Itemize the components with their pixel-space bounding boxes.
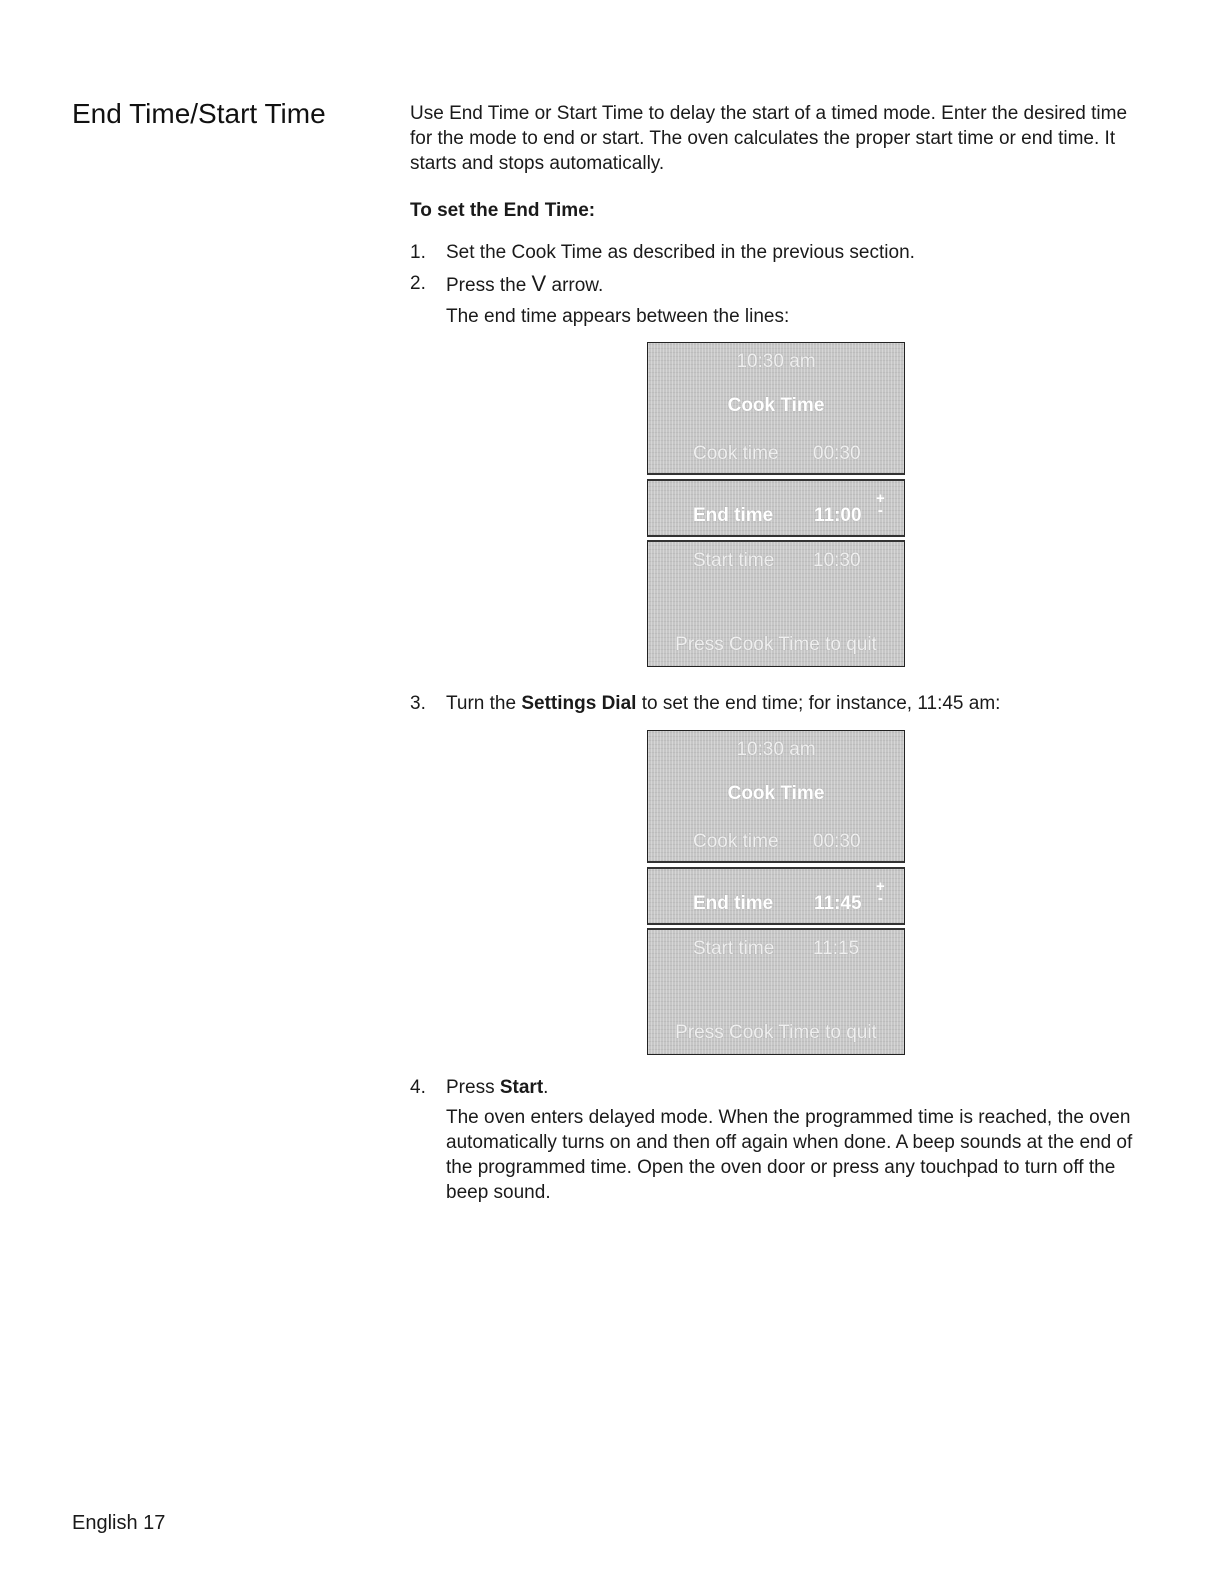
step-text-part: to set the end time; for instance, 11:45 am: xyxy=(636,693,1001,714)
start-time-value: 10:30 xyxy=(813,550,861,571)
intro-paragraph: Use End Time or Start Time to delay the start of a timed mode. Enter the desired time for the mode to end or start. The oven calculates the proper start time or end time. It starts and stops automatically. xyxy=(410,103,1128,174)
step-number: 2. xyxy=(410,273,426,294)
display-selected-row xyxy=(647,867,905,925)
plus-minus-icon xyxy=(876,878,885,907)
start-time-value: 11:15 xyxy=(813,938,860,959)
display-selected-row xyxy=(647,479,905,537)
plus-icon: + xyxy=(876,490,885,507)
minus-icon: - xyxy=(877,502,883,519)
plus-icon: + xyxy=(876,878,885,895)
start-time-label: Start time xyxy=(693,938,775,959)
plus-minus-icon xyxy=(876,490,885,519)
step-text xyxy=(446,271,1150,298)
display-bottom-panel xyxy=(647,928,905,1055)
settings-dial-term: Settings Dial xyxy=(521,693,637,714)
cook-time-label: Cook time xyxy=(693,443,779,464)
step-text xyxy=(446,691,1150,716)
step-number: 3. xyxy=(410,693,426,714)
step-text: Set the Cook Time as described in the previous section. xyxy=(446,242,915,263)
end-time-value: 11:45 xyxy=(814,893,862,914)
step-text-part: arrow. xyxy=(546,275,604,296)
display-title: Cook Time xyxy=(727,395,825,416)
quit-hint: Press Cook Time to quit xyxy=(675,1022,877,1043)
quit-hint: Press Cook Time to quit xyxy=(675,634,877,655)
step-text-part: . xyxy=(543,1077,549,1098)
end-time-value: 11:00 xyxy=(814,505,862,526)
end-time-label: End time xyxy=(693,893,774,914)
subheading: To set the End Time: xyxy=(410,200,596,221)
step-4-note: The oven enters delayed mode. When the programmed time is reached, the oven automatically turns on and then off again when done. A beep sounds at the end of the programmed time. Open the oven door or press any touchpad to turn off the beep sound. xyxy=(446,1107,1133,1203)
step-text-part: Press xyxy=(446,1077,500,1098)
display-title: Cook Time xyxy=(727,783,825,804)
minus-icon: - xyxy=(877,890,883,907)
oven-display-2 xyxy=(647,730,905,1054)
step-number: 4. xyxy=(410,1077,426,1098)
cook-time-label: Cook time xyxy=(693,831,779,852)
display-clock: 10:30 am xyxy=(736,739,816,760)
step-number: 1. xyxy=(410,242,426,263)
step-2-note: The end time appears between the lines: xyxy=(446,306,790,327)
oven-display-1 xyxy=(647,342,905,666)
start-time-label: Start time xyxy=(693,550,775,571)
section-title: End Time/Start Time xyxy=(72,98,326,129)
display-top-panel xyxy=(647,342,905,475)
display-top-panel xyxy=(647,730,905,863)
display-bottom-panel xyxy=(647,540,905,667)
page-footer: English 17 xyxy=(72,1512,166,1534)
down-arrow-symbol: V xyxy=(531,271,547,296)
end-time-label: End time xyxy=(693,505,774,526)
cook-time-value: 00:30 xyxy=(813,443,861,464)
cook-time-value: 00:30 xyxy=(813,831,861,852)
step-text xyxy=(446,1075,1150,1100)
start-term: Start xyxy=(499,1077,544,1098)
display-clock: 10:30 am xyxy=(736,351,816,372)
step-text-part: Press the xyxy=(446,275,532,296)
step-text-part: Turn the xyxy=(446,693,522,714)
